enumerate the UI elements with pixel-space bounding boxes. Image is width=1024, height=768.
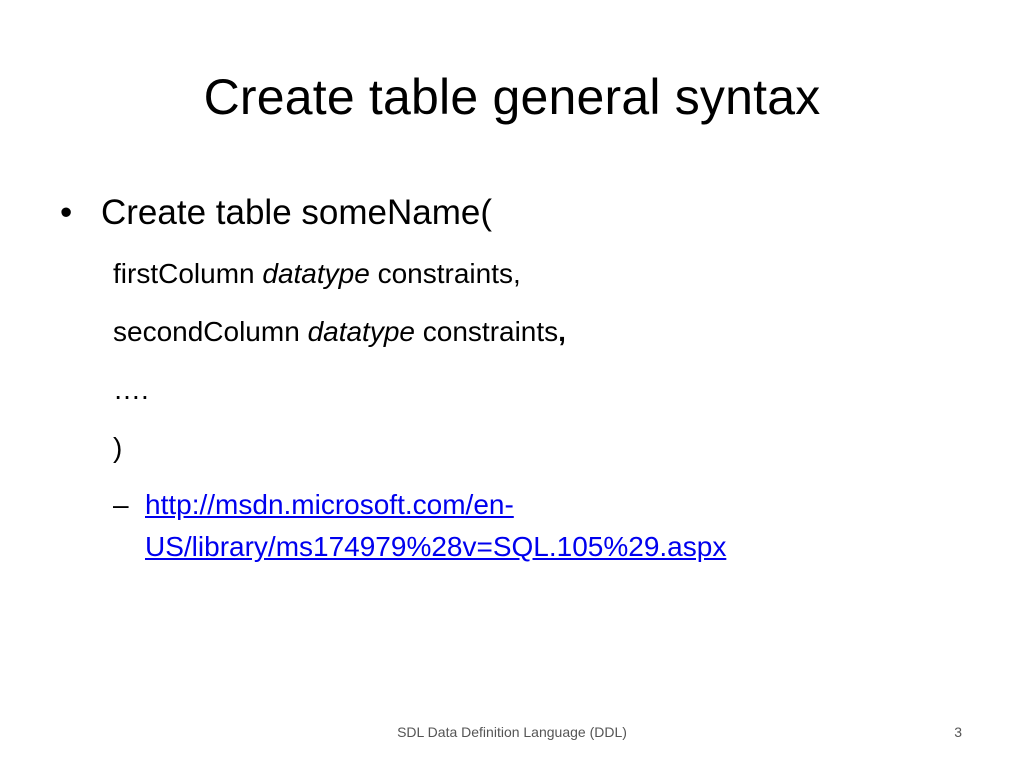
column-constraints: constraints: [422, 316, 559, 347]
column-constraints: constraints,: [377, 258, 521, 289]
slide-title: Create table general syntax: [203, 69, 821, 125]
bullet-text: Create table someName(: [101, 193, 492, 232]
column-name: secondColumn: [113, 316, 300, 347]
bullet-symbol: •: [60, 193, 73, 232]
link-line-1[interactable]: http://msdn.microsoft.com/en-: [145, 489, 514, 520]
code-line-first-column: [113, 254, 521, 294]
slide-footer: SDL Data Definition Language (DDL): [397, 724, 627, 740]
msdn-link[interactable]: [145, 484, 905, 568]
column-datatype: datatype: [262, 258, 370, 289]
page-number: 3: [954, 724, 962, 740]
bullet-item: [60, 188, 492, 238]
code-line-ellipsis: ….: [113, 374, 149, 405]
code-line-close-paren: ): [113, 432, 123, 463]
code-line-second-column: [113, 312, 566, 352]
column-name: firstColumn: [113, 258, 255, 289]
column-datatype: datatype: [307, 316, 415, 347]
dash-symbol: –: [113, 489, 129, 520]
trailing-comma: ,: [558, 316, 566, 347]
link-line-2[interactable]: US/library/ms174979%28v=SQL.105%29.aspx: [145, 531, 727, 562]
